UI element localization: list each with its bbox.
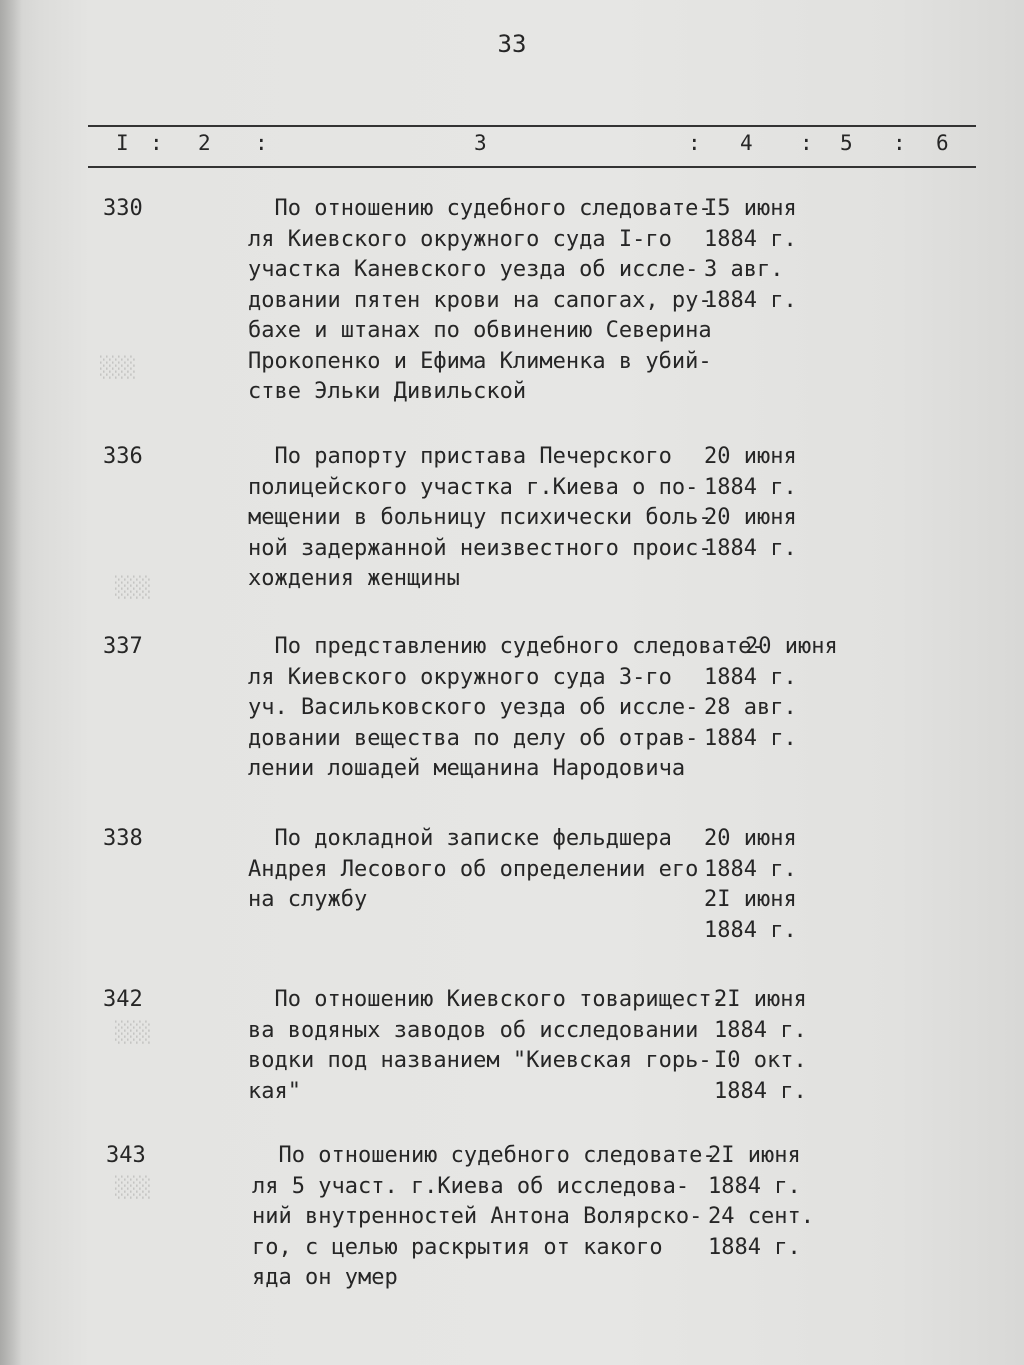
date-line: 1884 г.	[708, 1173, 801, 1199]
entry-dates	[714, 985, 807, 1107]
description-line: довании вещества по делу об отрав-	[248, 725, 699, 751]
description-line: ля Киевского окружного суда 3-го	[248, 664, 672, 690]
entry-number: 337	[103, 634, 143, 659]
bleed-through-mark: ░░░	[115, 575, 152, 599]
column-header-separator: :	[150, 131, 163, 155]
entry-dates	[704, 663, 797, 755]
description-line: кая"	[248, 1078, 301, 1104]
description-line: ной задержанной неизвестного проис-	[248, 535, 712, 561]
date-line: 2I июня	[714, 987, 807, 1012]
entry-description	[248, 194, 712, 408]
column-header-4: 4	[740, 131, 753, 155]
date-line: 20 июня	[704, 444, 797, 469]
date-line: 1884 г.	[714, 1017, 807, 1043]
header-rule-bottom	[88, 166, 976, 168]
column-header-1: I	[116, 131, 129, 155]
column-header-separator: :	[255, 131, 268, 155]
column-header-separator: :	[893, 131, 906, 155]
description-line: По рапорту пристава Печерского	[248, 444, 672, 469]
date-line: 1884 г.	[704, 474, 797, 500]
entry-number: 343	[106, 1143, 146, 1168]
entry-description	[252, 1141, 716, 1294]
description-line: По докладной записке фельдшера	[248, 826, 672, 851]
description-line: го, с целью раскрытия от какого	[252, 1234, 663, 1260]
entry-description	[248, 985, 725, 1107]
entry-description	[248, 442, 712, 595]
description-line: ний внутренностей Антона Волярско-	[252, 1204, 703, 1229]
date-line: 1884 г.	[704, 725, 797, 751]
entry-number: 336	[103, 444, 143, 469]
date-line: 2I июня	[704, 887, 797, 912]
description-line: По представлению судебного следовате-	[248, 634, 765, 659]
date-line: I5 июня	[704, 196, 797, 221]
column-header-6: 6	[936, 131, 949, 155]
bleed-through-mark: ░░░	[115, 1175, 152, 1199]
description-line: По отношению Киевского товарищест-	[248, 987, 725, 1012]
description-line: довании пятен крови на сапогах, ру-	[248, 287, 712, 313]
date-line: 20 июня	[704, 826, 797, 851]
entry-number: 342	[103, 987, 143, 1012]
binding-shadow	[0, 0, 22, 1365]
date-line: 1884 г.	[704, 226, 797, 252]
description-line: яда он умер	[252, 1265, 398, 1290]
description-line: бахе и штанах по обвинению Северина	[248, 318, 712, 343]
column-header-3: 3	[474, 131, 487, 155]
date-line: I0 окт.	[714, 1048, 807, 1073]
column-header-separator: :	[688, 131, 701, 155]
description-line: хождения женщины	[248, 566, 460, 591]
date-line: 24 сент.	[708, 1204, 814, 1229]
entry-dates	[704, 824, 797, 946]
date-line: 1884 г.	[704, 856, 797, 882]
bleed-through-mark: ░░░	[100, 355, 137, 379]
description-line: на службу	[248, 887, 368, 912]
description-line: Андрея Лесового об определении его	[248, 856, 699, 882]
date-line: 28 авг.	[704, 695, 797, 720]
description-line: участка Каневского уезда об иссле-	[248, 257, 699, 282]
description-line: стве Эльки Дивильской	[248, 379, 527, 404]
entry-dates	[704, 442, 797, 564]
date-line: 2I июня	[708, 1143, 801, 1168]
column-header-2: 2	[198, 131, 211, 155]
description-line: ля 5 участ. г.Киева об исследова-	[252, 1173, 690, 1199]
date-line: 3 авг.	[704, 257, 784, 282]
description-line: Прокопенко и Ефима Клименка в убий-	[248, 348, 712, 374]
entry-dates	[745, 632, 838, 663]
entry-number: 338	[103, 826, 143, 851]
description-line: ва водяных заводов об исследовании	[248, 1017, 699, 1043]
date-line: 1884 г.	[704, 535, 797, 561]
entry-description	[248, 824, 708, 916]
description-line: водки под названием "Киевская горь-	[248, 1048, 712, 1073]
description-line: уч. Васильковского уезда об иссле-	[248, 695, 699, 720]
date-line: 1884 г.	[704, 917, 797, 943]
page-number: 33	[497, 30, 527, 58]
column-header-separator: :	[800, 131, 813, 155]
date-line: 1884 г.	[704, 287, 797, 313]
entry-dates	[708, 1141, 814, 1263]
date-line: 20 июня	[704, 505, 797, 530]
entry-dates	[704, 194, 797, 316]
description-line: лении лошадей мещанина Народовича	[248, 756, 686, 781]
column-header-5: 5	[840, 131, 853, 155]
date-line: 1884 г.	[714, 1078, 807, 1104]
bleed-through-mark: ░░░	[115, 1020, 152, 1044]
date-line: 1884 г.	[708, 1234, 801, 1260]
entry-number: 330	[103, 196, 143, 221]
description-line: ля Киевского окружного суда I-го	[248, 226, 672, 252]
description-line: По отношению судебного следовате-	[252, 1143, 716, 1168]
description-line: полицейского участка г.Киева о по-	[248, 474, 699, 500]
description-line: мещении в больницу психически боль-	[248, 505, 712, 530]
description-line: По отношению судебного следовате-	[248, 196, 712, 221]
date-line: 1884 г.	[704, 664, 797, 690]
date-line: 20 июня	[745, 634, 838, 659]
header-rule-top	[88, 125, 976, 127]
